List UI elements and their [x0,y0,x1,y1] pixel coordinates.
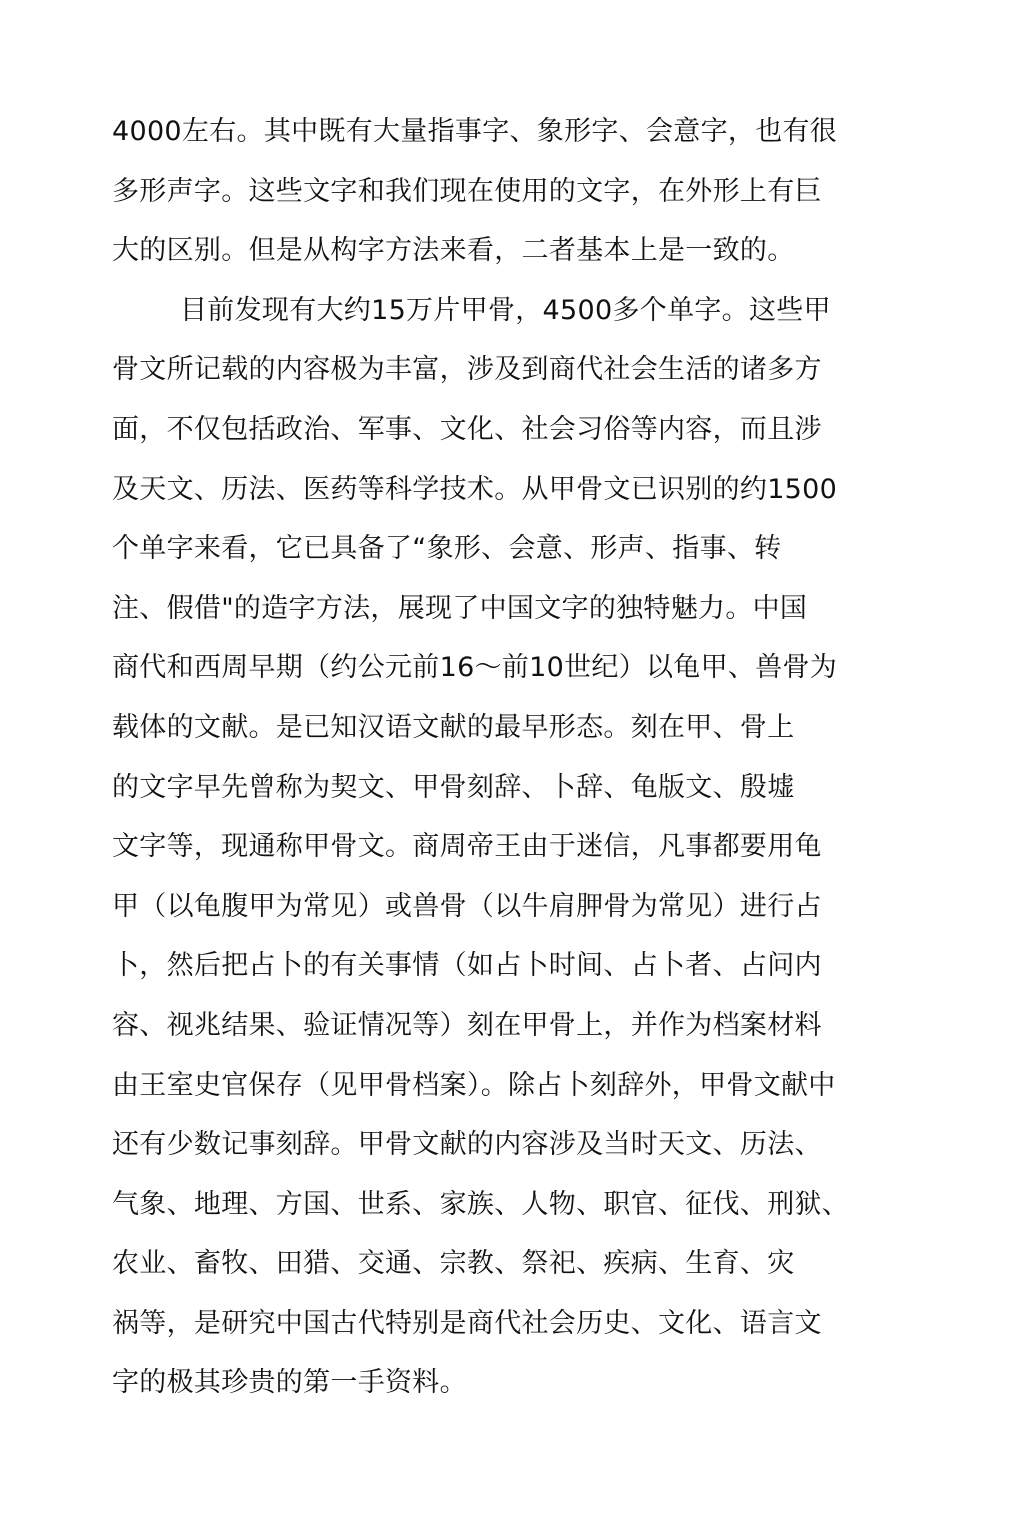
text-line: 大的区别。但是从构字方法来看，二者基本上是一致的。 [112,235,795,267]
text-line: 多形声字。这些文字和我们现在使用的文字，在外形上有巨 [112,175,822,207]
text-line: 及天文、历法、医药等科学技术。从甲骨文已识别的约1500 [112,473,838,505]
text-line: 农业、畜牧、田猎、交通、宗教、祭祀、疾病、生育、灾 [112,1248,795,1280]
text-line: 载体的文献。是已知汉语文献的最早形态。刻在甲、骨上 [112,711,795,743]
text-line: 气象、地理、方国、世系、家族、人物、职官、征伐、刑狱、 [112,1188,850,1220]
text-line: 文字等，现通称甲骨文。商周帝王由于迷信，凡事都要用龟 [112,831,822,863]
text-line: 字的极其珍贵的第一手资料。 [112,1367,467,1399]
text-line: 祸等，是研究中国古代特别是商代社会历史、文化、语言文 [112,1307,822,1339]
paragraph-start-line: 目前发现有大约15万片甲骨，4500多个单字。这些甲 [180,294,831,326]
text-line: 由王室史官保存（见甲骨档案）。除占卜刻辞外，甲骨文献中 [112,1069,836,1101]
text-line: 商代和西周早期（约公元前16〜前10世纪）以龟甲、兽骨为 [112,652,838,684]
text-line: 的文字早先曾称为契文、甲骨刻辞、卜辞、龟版文、殷墟 [112,771,795,803]
text-line: 4000左右。其中既有大量指事字、象形字、会意字，也有很 [112,116,838,147]
text-line: 卜，然后把占卜的有关事情（如占卜时间、占卜者、占问内 [112,950,822,982]
body-text [112,102,912,1413]
text-line: 还有少数记事刻辞。甲骨文献的内容涉及当时天文、历法、 [112,1129,822,1161]
text-line: 面，不仅包括政治、军事、文化、社会习俗等内容，而且涉 [112,413,822,445]
text-line: 甲（以龟腹甲为常见）或兽骨（以牛肩胛骨为常见）进行占 [112,890,822,922]
text-line: 个单字来看，它已具备了“象形、会意、形声、指事、转 [112,533,782,565]
text-line: 骨文所记载的内容极为丰富，涉及到商代社会生活的诸多方 [112,354,822,386]
text-line: 注、假借"的造字方法，展现了中国文字的独特魅力。中国 [112,592,808,624]
text-line: 容、视兆结果、验证情况等）刻在甲骨上，并作为档案材料 [112,1009,822,1041]
